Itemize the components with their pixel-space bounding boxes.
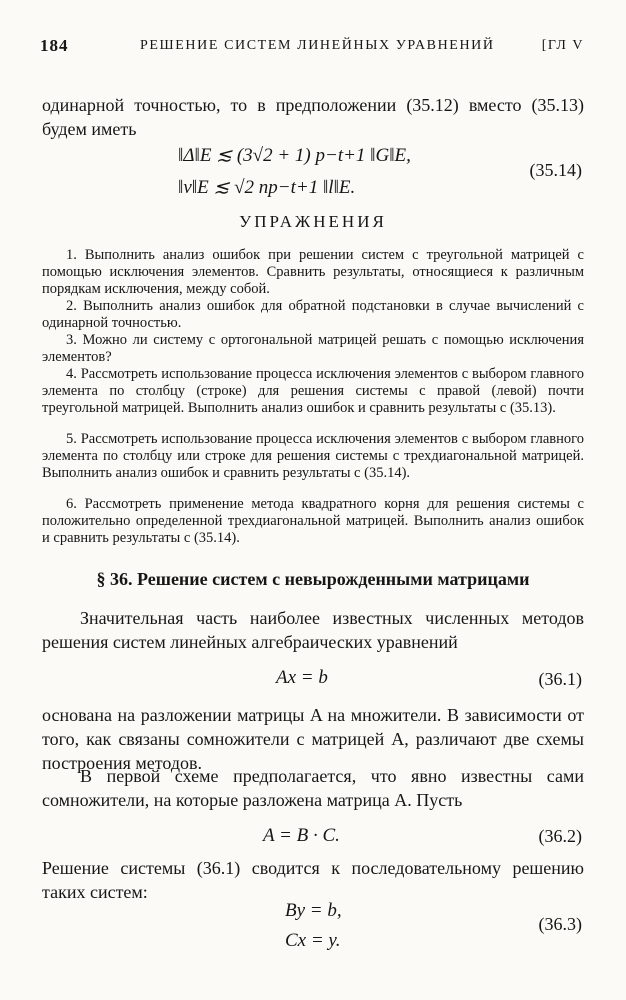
equation-35-14-line1: ‖Δ‖E ≲ (3√2 + 1) p−t+1 ‖G‖E, — [178, 145, 411, 166]
equation-36-2: A = B · C. — [263, 825, 340, 846]
equation-number-36-3: (36.3) — [538, 914, 582, 934]
equation-number-36-2: (36.2) — [538, 826, 582, 846]
exercise-item-6: 6. Рассмотреть применение метода квадратного корня для решения системы с положительно определенной трехдиагональной матрицей. Выполнить анализ ошибок и сравнить результаты с (35.14). — [42, 496, 584, 546]
page-number: 184 — [40, 36, 69, 55]
exercises-heading: УПРАЖНЕНИЯ — [239, 212, 387, 231]
equation-36-3-line1: By = b, — [285, 900, 342, 921]
exercise-item-2: 2. Выполнить анализ ошибок для обратной подстановки в случае вычислений с одинарной точностью. — [42, 298, 584, 331]
section-paragraph-2: основана на разложении матрицы A на множители. В зависимости от того, как связаны сомножители с матрицей A, различают две схемы построения методов. — [42, 705, 584, 773]
exercise-item-5: 5. Рассмотреть использование процесса исключения элементов с выбором главного элемента по столбцу или строке для решения системы с трехдиагональной матрицей. Выполнить анализ ошибок и сравнить результаты с (35.14). — [42, 431, 584, 481]
running-title: РЕШЕНИЕ СИСТЕМ ЛИНЕЙНЫХ УРАВНЕНИЙ — [140, 38, 495, 53]
chapter-label: [ГЛ V — [541, 38, 584, 53]
section-heading: § 36. Решение систем с невырожденными матрицами — [96, 569, 530, 589]
equation-36-3-line2: Cx = y. — [285, 930, 341, 951]
exercise-item-3: 3. Можно ли систему с ортогональной матрицей решать с помощью исключения элементов? — [42, 332, 584, 365]
equation-36-1: Ax = b — [276, 667, 328, 688]
page-header — [40, 36, 584, 58]
equation-number-36-1: (36.1) — [538, 669, 582, 689]
section-paragraph-1: Значительная часть наиболее известных численных методов решения систем линейных алгебраических уравнений — [42, 608, 584, 652]
equation-35-14-line2: ‖v‖E ≲ √2 np−t+1 ‖l‖E. — [178, 177, 356, 198]
exercise-item-1: 1. Выполнить анализ ошибок при решении систем с треугольной матрицей с помощью исключения элементов. Сравнить результаты, относящиеся к различным порядкам исключения, между собой. — [42, 247, 584, 297]
equation-number-35-14: (35.14) — [529, 160, 582, 180]
section-paragraph-3: В первой схеме предполагается, что явно известны сами сомножители, на которые разложена матрица A. Пусть — [42, 766, 584, 810]
section-paragraph-4: Решение системы (36.1) сводится к последовательному решению таких систем: — [42, 858, 584, 902]
exercise-item-4: 4. Рассмотреть использование процесса исключения элементов с выбором главного элемента по столбцу (строке) для решения системы с правой (левой) почти треугольной матрицей. Выполнить анализ ошибок и сравнить результаты с (35.13). — [42, 366, 584, 416]
intro-paragraph: одинарной точностью, то в предположении (35.12) вместо (35.13) будем иметь — [42, 95, 584, 139]
